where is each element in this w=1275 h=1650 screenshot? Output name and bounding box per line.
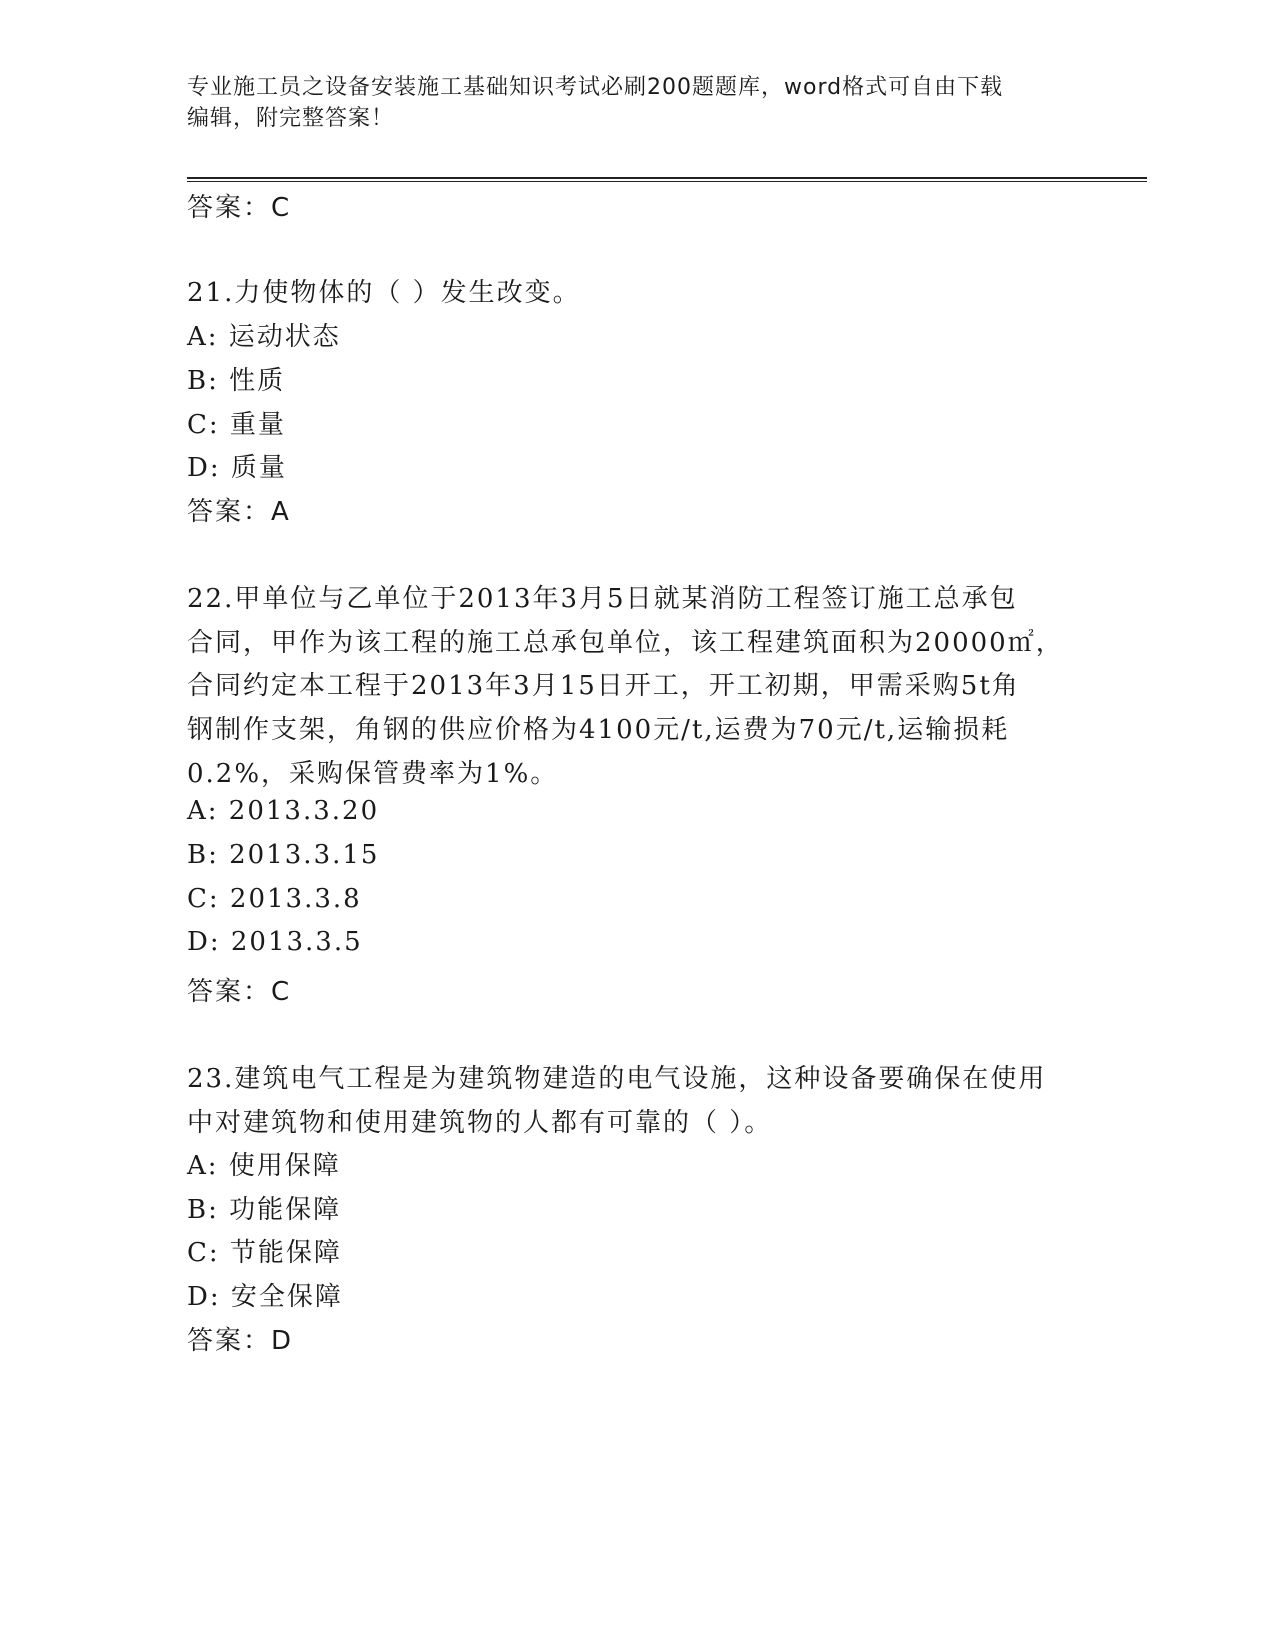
option-b: B: 2013.3.15 (187, 840, 380, 870)
option-d: D: 安全保障 (187, 1282, 343, 1312)
answer: 答案：C (187, 977, 292, 1007)
option-a: A: 2013.3.20 (187, 796, 380, 826)
document-page (187, 0, 1147, 1650)
previous-answer: 答案：C (187, 193, 292, 223)
header-line-2: 编辑，附完整答案！ (187, 106, 395, 131)
answer: 答案：A (187, 497, 291, 527)
option-d: D: 2013.3.5 (187, 927, 363, 957)
question-text: 23.建筑电气工程是为建筑物建造的电气设施，这种设备要确保在使用 (187, 1064, 1047, 1094)
answer: 答案：D (187, 1326, 294, 1356)
question-text: 中对建筑物和使用建筑物的人都有可靠的（ ）。 (187, 1108, 773, 1138)
document-header (187, 72, 1067, 134)
option-c: C: 重量 (187, 410, 286, 440)
question-text: 合同，甲作为该工程的施工总承包单位，该工程建筑面积为20000㎡， (187, 628, 1064, 658)
option-a: A: 使用保障 (187, 1151, 341, 1181)
question-text: 21.力使物体的（ ）发生改变。 (187, 278, 581, 308)
header-divider (187, 177, 1147, 182)
option-a: A: 运动状态 (187, 322, 341, 352)
option-d: D: 质量 (187, 453, 287, 483)
header-line-1: 专业施工员之设备安装施工基础知识考试必刷200题题库，word格式可自由下载 (187, 75, 1004, 100)
option-b: B: 功能保障 (187, 1195, 342, 1225)
question-text: 22.甲单位与乙单位于2013年3月5日就某消防工程签订施工总承包 (187, 584, 1018, 614)
option-c: C: 节能保障 (187, 1238, 342, 1268)
question-text: 钢制作支架，角钢的供应价格为4100元/t,运费为70元/t,运输损耗 (187, 715, 1010, 745)
question-text: 0.2%，采购保管费率为1%。 (187, 759, 559, 789)
option-b: B: 性质 (187, 366, 286, 396)
question-text: 合同约定本工程于2013年3月15日开工，开工初期，甲需采购5t角 (187, 671, 1020, 701)
option-c: C: 2013.3.8 (187, 884, 362, 914)
